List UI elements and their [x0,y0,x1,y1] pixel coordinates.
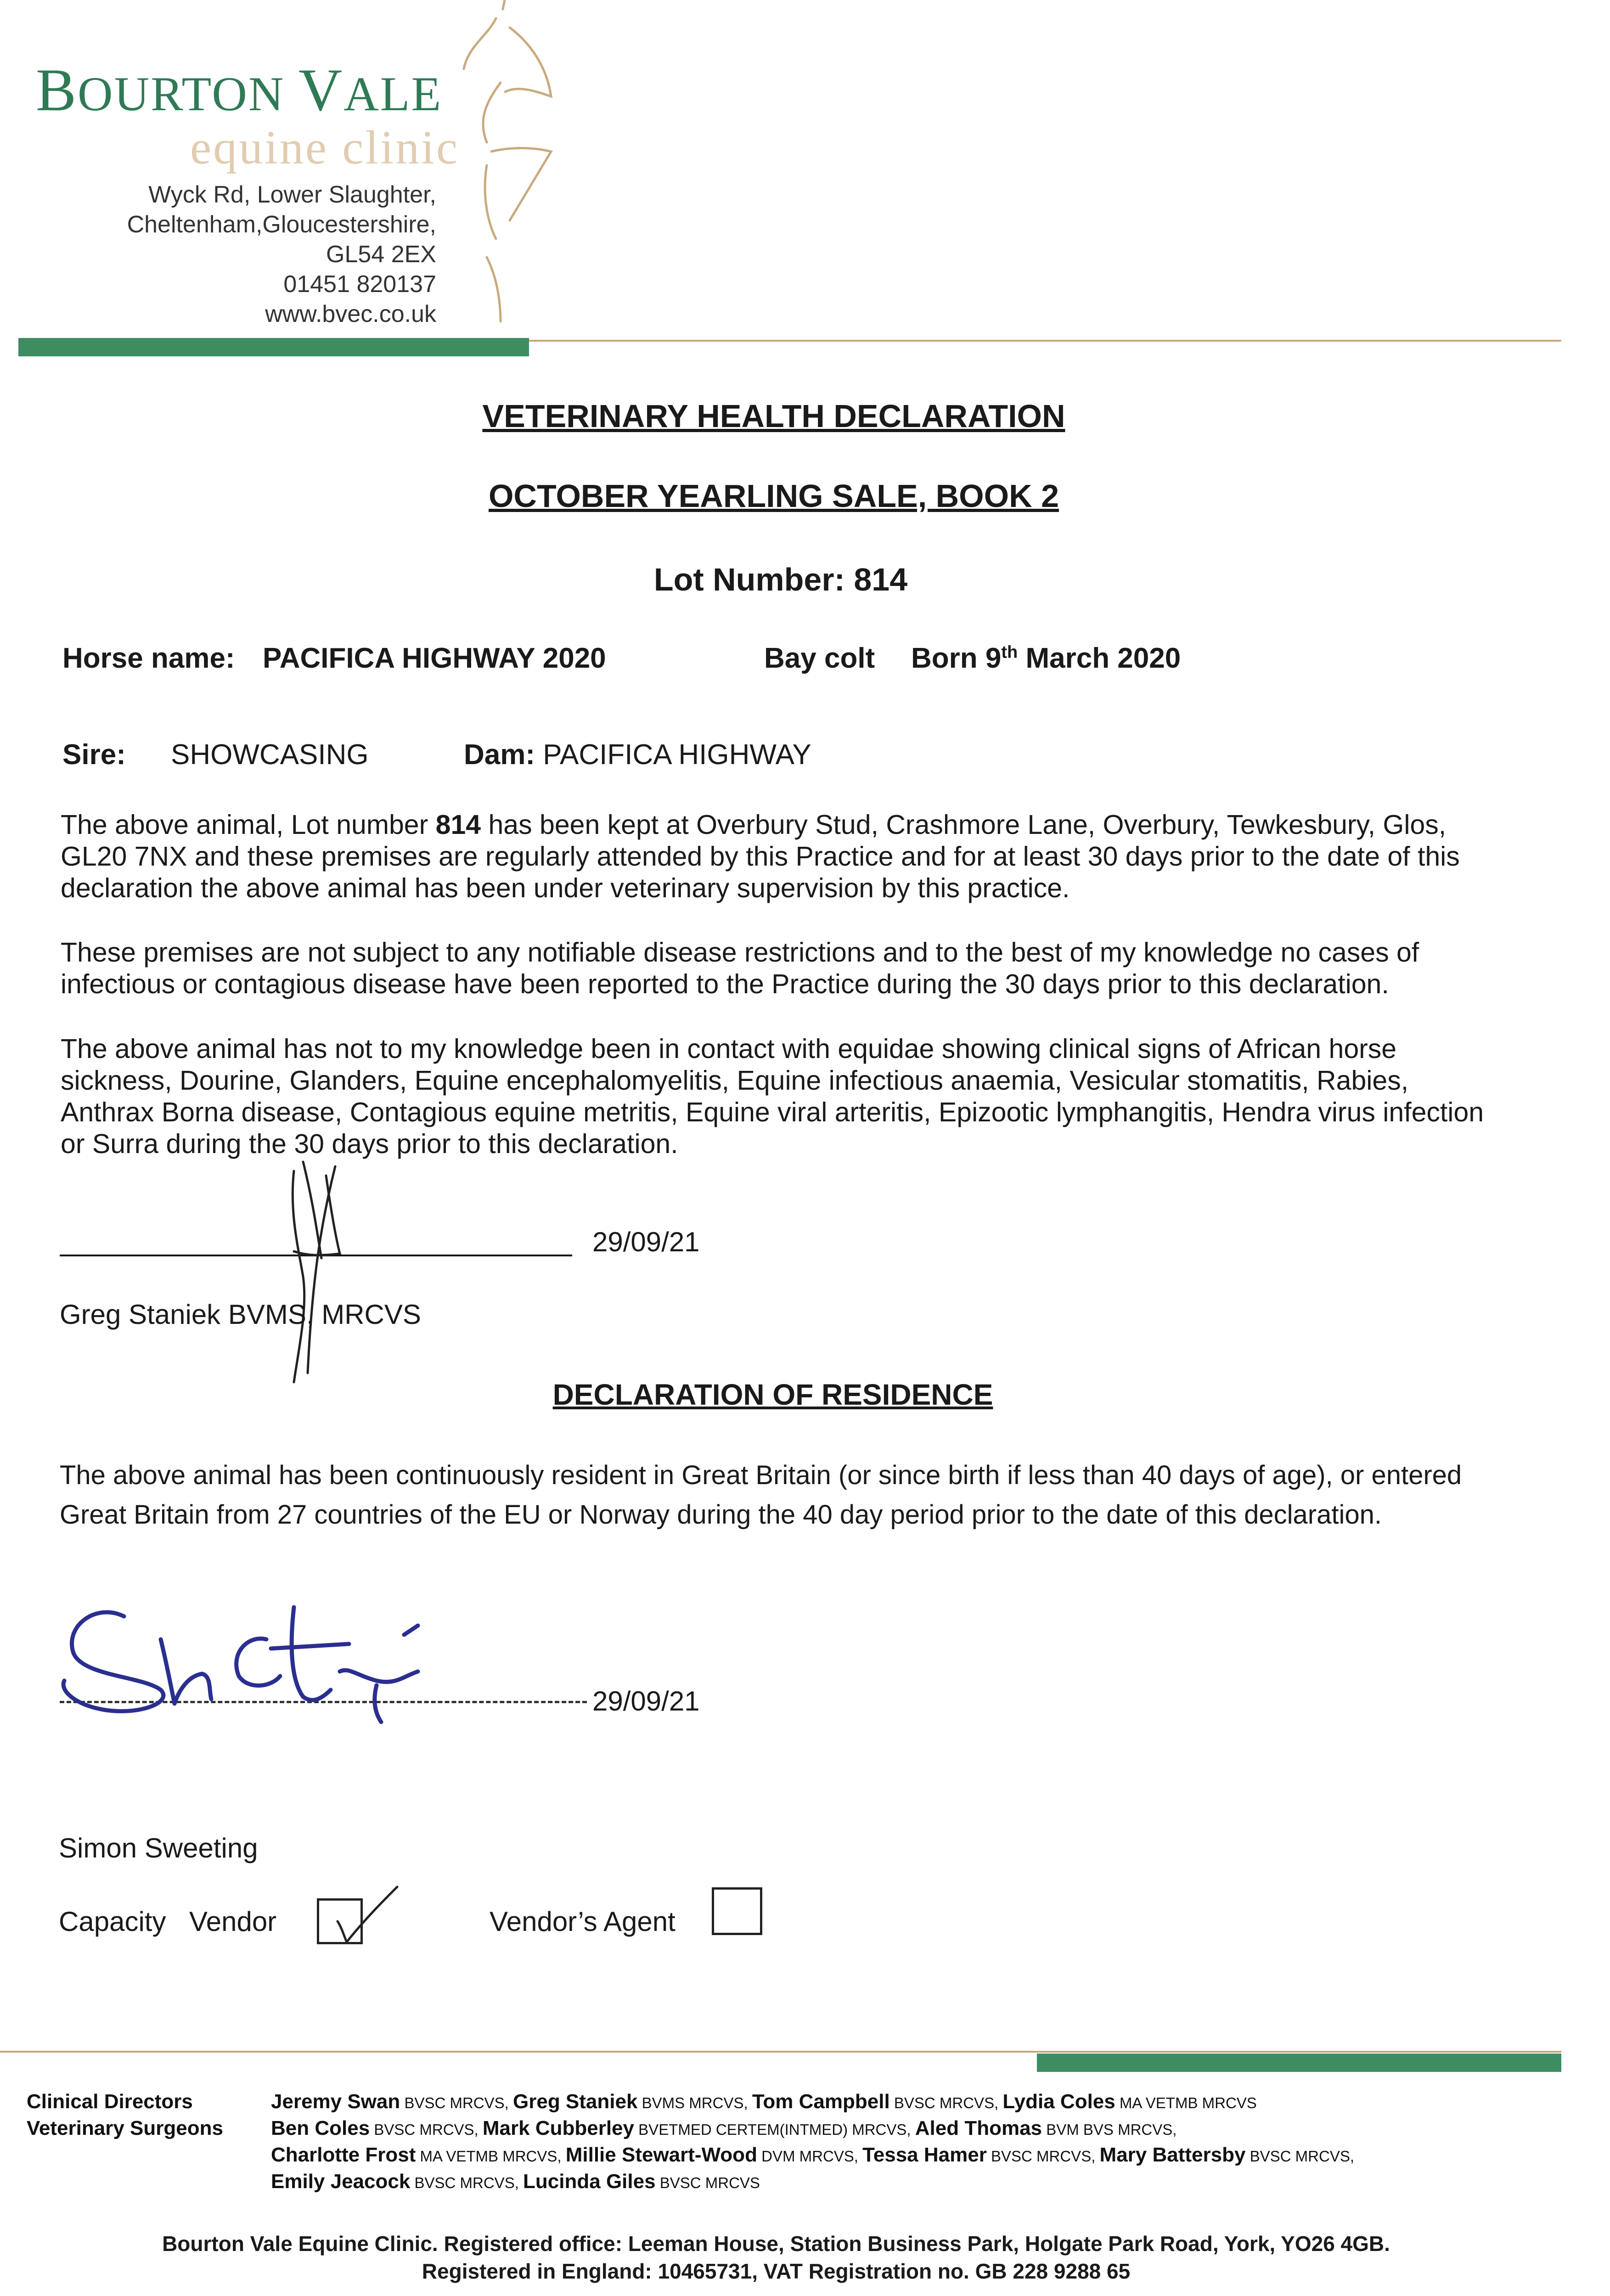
p1-lot-number: 814 [435,810,481,840]
address-phone: 01451 820137 [283,271,436,298]
staff-name: Greg Staniek [513,2090,638,2113]
clinic-name [36,56,443,124]
residence-text: The above animal has been continuously resident in Great Britain (or since birth if less than 40 days of age), or entered Great Britain from 27 countries of the EU or Norway during the 40 day period prior to the date of this declaration. [60,1460,1462,1530]
staff-name: Tom Campbell [752,2090,890,2113]
p1-rest: has been kept at Overbury Stud, Crashmore Lane, Overbury, Tewkesbury, Glos, GL20 7NX and these premises are regularly attended by this Practice and for at least 30 days prior to the date of this declaration the above animal has been under veterinary supervision by this practice. [61,810,1460,903]
born-ordinal: th [1001,642,1018,662]
vet-signature-date: 29/09/21 [592,1227,700,1257]
clinical-directors-label: Clinical Directors [27,2090,193,2113]
staff-line-1 [271,2088,1257,2116]
dam-label: Dam: [464,739,535,771]
staff-quals: BVSC MRCVS, [986,2148,1100,2165]
registration-details: Registered in England: 10465731, VAT Registration no. GB 228 9288 65 [422,2259,1131,2283]
staff-name: Lucinda Giles [523,2170,656,2193]
residence-signature-mark [55,1598,432,1727]
vet-name: Greg Staniek BVMS, MRCVS [60,1299,421,1330]
staff-quals: DVM MRCVS, [757,2148,863,2165]
staff-name: Ben Coles [271,2117,370,2139]
horse-name: PACIFICA HIGHWAY 2020 [263,642,606,674]
staff-name: Mark Cubberley [482,2117,634,2139]
paragraph-diseases: The above animal has not to my knowledge been in contact with equidae showing clinical signs of African horse sickness, Dourine, Glanders, Equine encephalomyelitis, Equine infectious anaemia, Vesicular stomatitis, Rabies, Anthrax Borna disease, Contagious equine metritis, Equine viral arteritis, Epizootic lymphangitis, Hendra virus infection or Surra during the 30 days prior to this declaration. [61,1034,1484,1159]
staff-quals: MA VETMB MRCVS [1115,2094,1257,2111]
agent-checkbox[interactable] [712,1887,762,1935]
staff-name: Lydia Coles [1002,2090,1115,2113]
staff-name: Mary Battersby [1099,2144,1246,2166]
address-website: www.bvec.co.uk [265,301,436,327]
veterinary-surgeons-label: Veterinary Surgeons [27,2117,223,2139]
staff-quals: BVM BVS MRCVS, [1042,2121,1177,2138]
staff-line-4 [271,2168,760,2196]
staff-quals: BVSC MRCVS, [370,2121,483,2138]
vendor-checkbox[interactable] [317,1898,363,1944]
lot-number: 814 [854,562,908,597]
born-suffix: March 2020 [1018,642,1181,674]
agent-label: Vendor’s Agent [490,1906,676,1937]
staff-line-2 [271,2115,1177,2143]
staff-name: Tessa Hamer [862,2144,987,2166]
clinic-address [127,180,436,329]
staff-name: Millie Stewart-Wood [565,2144,757,2166]
staff-name: Jeremy Swan [271,2090,400,2113]
residence-signature-date: 29/09/21 [592,1686,700,1716]
sale-title: OCTOBER YEARLING SALE, BOOK 2 [488,478,1059,514]
sire-label: Sire: [62,739,126,771]
horse-name-label: Horse name: [62,642,235,674]
page-title: VETERINARY HEALTH DECLARATION [482,398,1065,434]
born-prefix: Born 9 [911,642,1002,674]
paragraph-restrictions: These premises are not subject to any notifiable disease restrictions and to the best of my knowledge no cases of infectious or contagious disease have been reported to the Practice during the 30 days prior to this declaration. [61,937,1419,999]
birth-date [911,642,1181,675]
signer-name: Simon Sweeting [59,1833,258,1863]
clinic-name-rest-1: OURTON [78,67,298,121]
staff-quals: MA VETMB MRCVS, [416,2148,566,2165]
clinic-name-initial-b: B [36,56,78,124]
staff-line-3 [271,2142,1354,2170]
horse-description: Bay colt [764,642,875,674]
staff-quals: BVSC MRCVS, [410,2174,524,2191]
paragraph-premises [61,809,1498,904]
address-street: Wyck Rd, Lower Slaughter, [148,181,436,208]
address-town: Cheltenham,Gloucestershire, [127,211,436,238]
vet-signature-mark [266,1157,358,1387]
dam-line [464,738,811,771]
staff-quals: BVSC MRCVS, [400,2094,513,2111]
clinic-subtitle: equine clinic [190,121,460,174]
staff-name: Charlotte Frost [271,2144,416,2166]
header-green-bar [18,338,529,356]
dam-value: PACIFICA HIGHWAY [543,739,811,771]
clinic-name-rest-2: ALE [343,67,443,121]
lot-label: Lot Number: [653,562,845,597]
vendor-label: Vendor [189,1906,277,1937]
footer-green-bar [1037,2054,1561,2072]
staff-quals: BVSC MRCVS, [1245,2148,1354,2165]
address-postcode: GL54 2EX [326,241,436,268]
lot-number-line [0,561,1561,598]
staff-name: Aled Thomas [915,2117,1042,2139]
registered-office: Bourton Vale Equine Clinic. Registered office: Leeman House, Station Business Park, Holgate Park Road, York, YO26 4GB. [162,2232,1390,2256]
horse-logo-icon [459,0,579,340]
staff-quals: BVSC MRCVS, [889,2094,1003,2111]
staff-quals: BVSC MRCVS [655,2174,760,2191]
p1-start: The above animal, Lot number [61,810,436,840]
clinic-name-initial-v: V [298,56,344,124]
residence-title: DECLARATION OF RESIDENCE [552,1378,993,1411]
footer-divider [0,2051,1561,2053]
staff-quals: BVMS MRCVS, [637,2094,752,2111]
staff-name: Emily Jeacock [271,2170,411,2193]
sire-value: SHOWCASING [171,739,369,771]
capacity-label: Capacity [59,1906,166,1937]
staff-quals: BVETMED CERTEM(INTMED) MRCVS, [634,2121,915,2138]
checkmark-icon [328,1878,420,1947]
